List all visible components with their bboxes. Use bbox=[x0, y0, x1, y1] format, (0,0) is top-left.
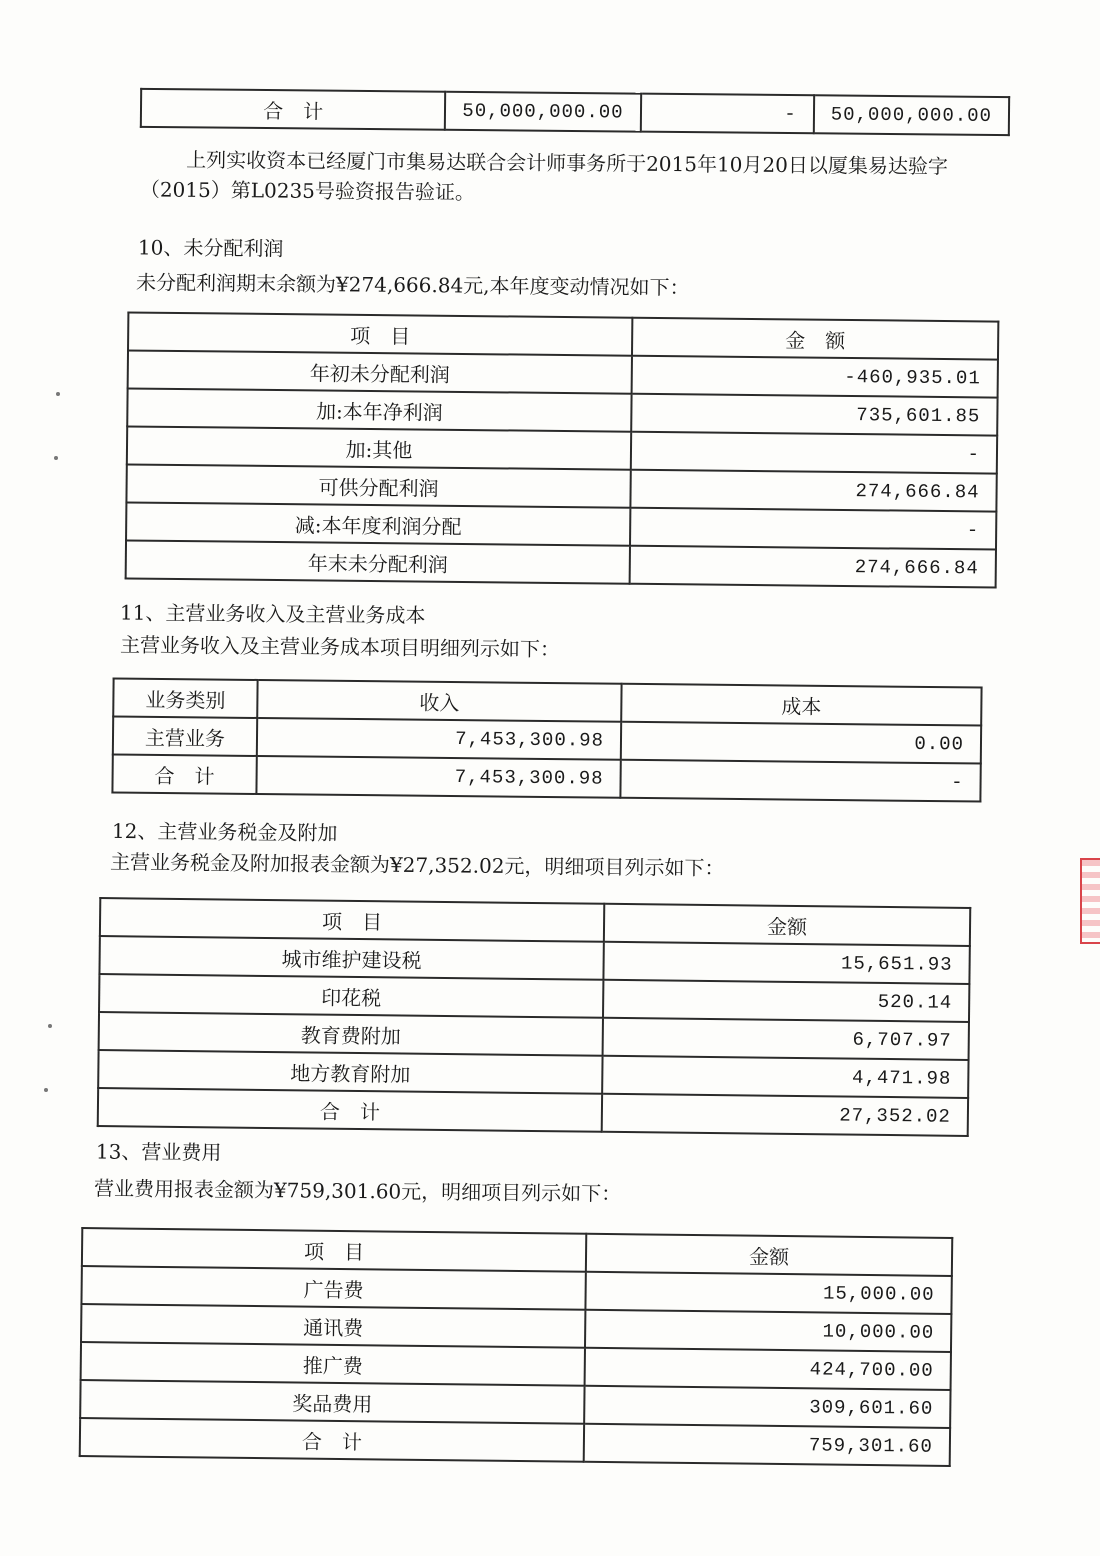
paid-in-capital-total-table bbox=[140, 88, 1010, 136]
row-amount: 274,666.84 bbox=[630, 546, 996, 588]
row-amount: - bbox=[631, 432, 997, 474]
header-amount: 金额 bbox=[586, 1234, 952, 1276]
punch-mark bbox=[44, 1088, 48, 1092]
row-item: 地方教育附加 bbox=[98, 1050, 602, 1094]
undistributed-profit-table bbox=[125, 311, 1000, 588]
section10-intro: 未分配利润期末余额为¥274,666.84元,本年度变动情况如下： bbox=[135, 270, 690, 300]
section13-heading: 13、营业费用 bbox=[95, 1139, 222, 1165]
row-amount: 735,601.85 bbox=[631, 394, 997, 436]
row-income: 7,453,300.98 bbox=[257, 718, 621, 760]
total-col1: 50,000,000.00 bbox=[445, 92, 641, 132]
table-row bbox=[126, 540, 996, 587]
total-col3: 50,000,000.00 bbox=[814, 95, 1010, 135]
row-item: 年末未分配利润 bbox=[126, 540, 630, 583]
row-item: 加:本年净利润 bbox=[127, 388, 631, 431]
row-item: 推广费 bbox=[81, 1342, 585, 1386]
header-item: 项 目 bbox=[100, 898, 604, 942]
row-category: 合 计 bbox=[112, 754, 256, 794]
row-amount: 309,601.60 bbox=[584, 1386, 950, 1428]
section13-intro: 营业费用报表金额为¥759,301.60元，明细项目列示如下： bbox=[93, 1176, 622, 1206]
row-item: 减:本年度利润分配 bbox=[126, 502, 630, 545]
table-row bbox=[112, 754, 980, 801]
row-item: 通讯费 bbox=[81, 1304, 585, 1348]
row-item: 加:其他 bbox=[127, 426, 631, 469]
row-item: 广告费 bbox=[81, 1266, 585, 1310]
total-col2: - bbox=[640, 94, 814, 134]
section12-intro: 主营业务税金及附加报表金额为¥27,352.02元，明细项目列示如下： bbox=[109, 849, 725, 881]
row-amount: 15,000.00 bbox=[585, 1272, 951, 1314]
section12-heading: 12、主营业务税金及附加 bbox=[111, 818, 338, 846]
seal-stamp-edge bbox=[1080, 858, 1100, 944]
row-amount: 15,651.93 bbox=[603, 942, 969, 984]
header-item: 项 目 bbox=[128, 312, 632, 355]
punch-mark bbox=[48, 1024, 52, 1028]
header-cost: 成本 bbox=[621, 684, 981, 726]
row-amount: 759,301.60 bbox=[584, 1424, 950, 1466]
section11-heading: 11、主营业务收入及主营业务成本 bbox=[119, 600, 426, 628]
row-amount: 10,000.00 bbox=[585, 1310, 951, 1352]
row-category: 主营业务 bbox=[113, 716, 257, 756]
row-item: 奖品费用 bbox=[80, 1380, 584, 1424]
header-amount: 金额 bbox=[604, 904, 970, 946]
header-income: 收入 bbox=[257, 680, 621, 722]
table-row bbox=[141, 89, 1009, 135]
row-amount: 520.14 bbox=[603, 980, 969, 1022]
header-category: 业务类别 bbox=[113, 678, 257, 718]
row-amount: -460,935.01 bbox=[632, 356, 998, 398]
business-tax-table bbox=[97, 897, 972, 1137]
row-item: 印花税 bbox=[99, 974, 603, 1018]
row-amount: 424,700.00 bbox=[585, 1348, 951, 1390]
row-amount: 274,666.84 bbox=[630, 470, 996, 512]
row-item: 可供分配利润 bbox=[126, 464, 630, 507]
row-item: 城市维护建设税 bbox=[99, 936, 603, 980]
row-income: 7,453,300.98 bbox=[256, 756, 620, 798]
punch-mark bbox=[54, 456, 58, 460]
row-amount: 6,707.97 bbox=[603, 1018, 969, 1060]
header-amount: 金 额 bbox=[632, 318, 998, 360]
row-amount: 4,471.98 bbox=[602, 1056, 968, 1098]
row-amount: - bbox=[630, 508, 996, 550]
punch-mark bbox=[56, 392, 60, 396]
row-item: 合 计 bbox=[80, 1418, 584, 1462]
total-label: 合 计 bbox=[141, 89, 446, 130]
capital-verification-note: 上列实收资本已经厦门市集易达联合会计师事务所于2015年10月20日以厦集易达验字（2015）第L0235号验资报告验证。 bbox=[139, 147, 949, 205]
operating-expense-table bbox=[79, 1227, 954, 1467]
row-cost: - bbox=[620, 760, 980, 802]
main-business-table bbox=[111, 677, 982, 802]
row-item: 教育费附加 bbox=[99, 1012, 603, 1056]
row-item: 合 计 bbox=[98, 1088, 602, 1132]
row-item: 年初未分配利润 bbox=[128, 350, 632, 393]
header-item: 项 目 bbox=[82, 1228, 586, 1272]
row-amount: 27,352.02 bbox=[602, 1094, 968, 1136]
section11-intro: 主营业务收入及主营业务成本项目明细列示如下： bbox=[119, 632, 561, 662]
section10-heading: 10、未分配利润 bbox=[137, 235, 284, 261]
row-cost: 0.00 bbox=[621, 722, 981, 764]
